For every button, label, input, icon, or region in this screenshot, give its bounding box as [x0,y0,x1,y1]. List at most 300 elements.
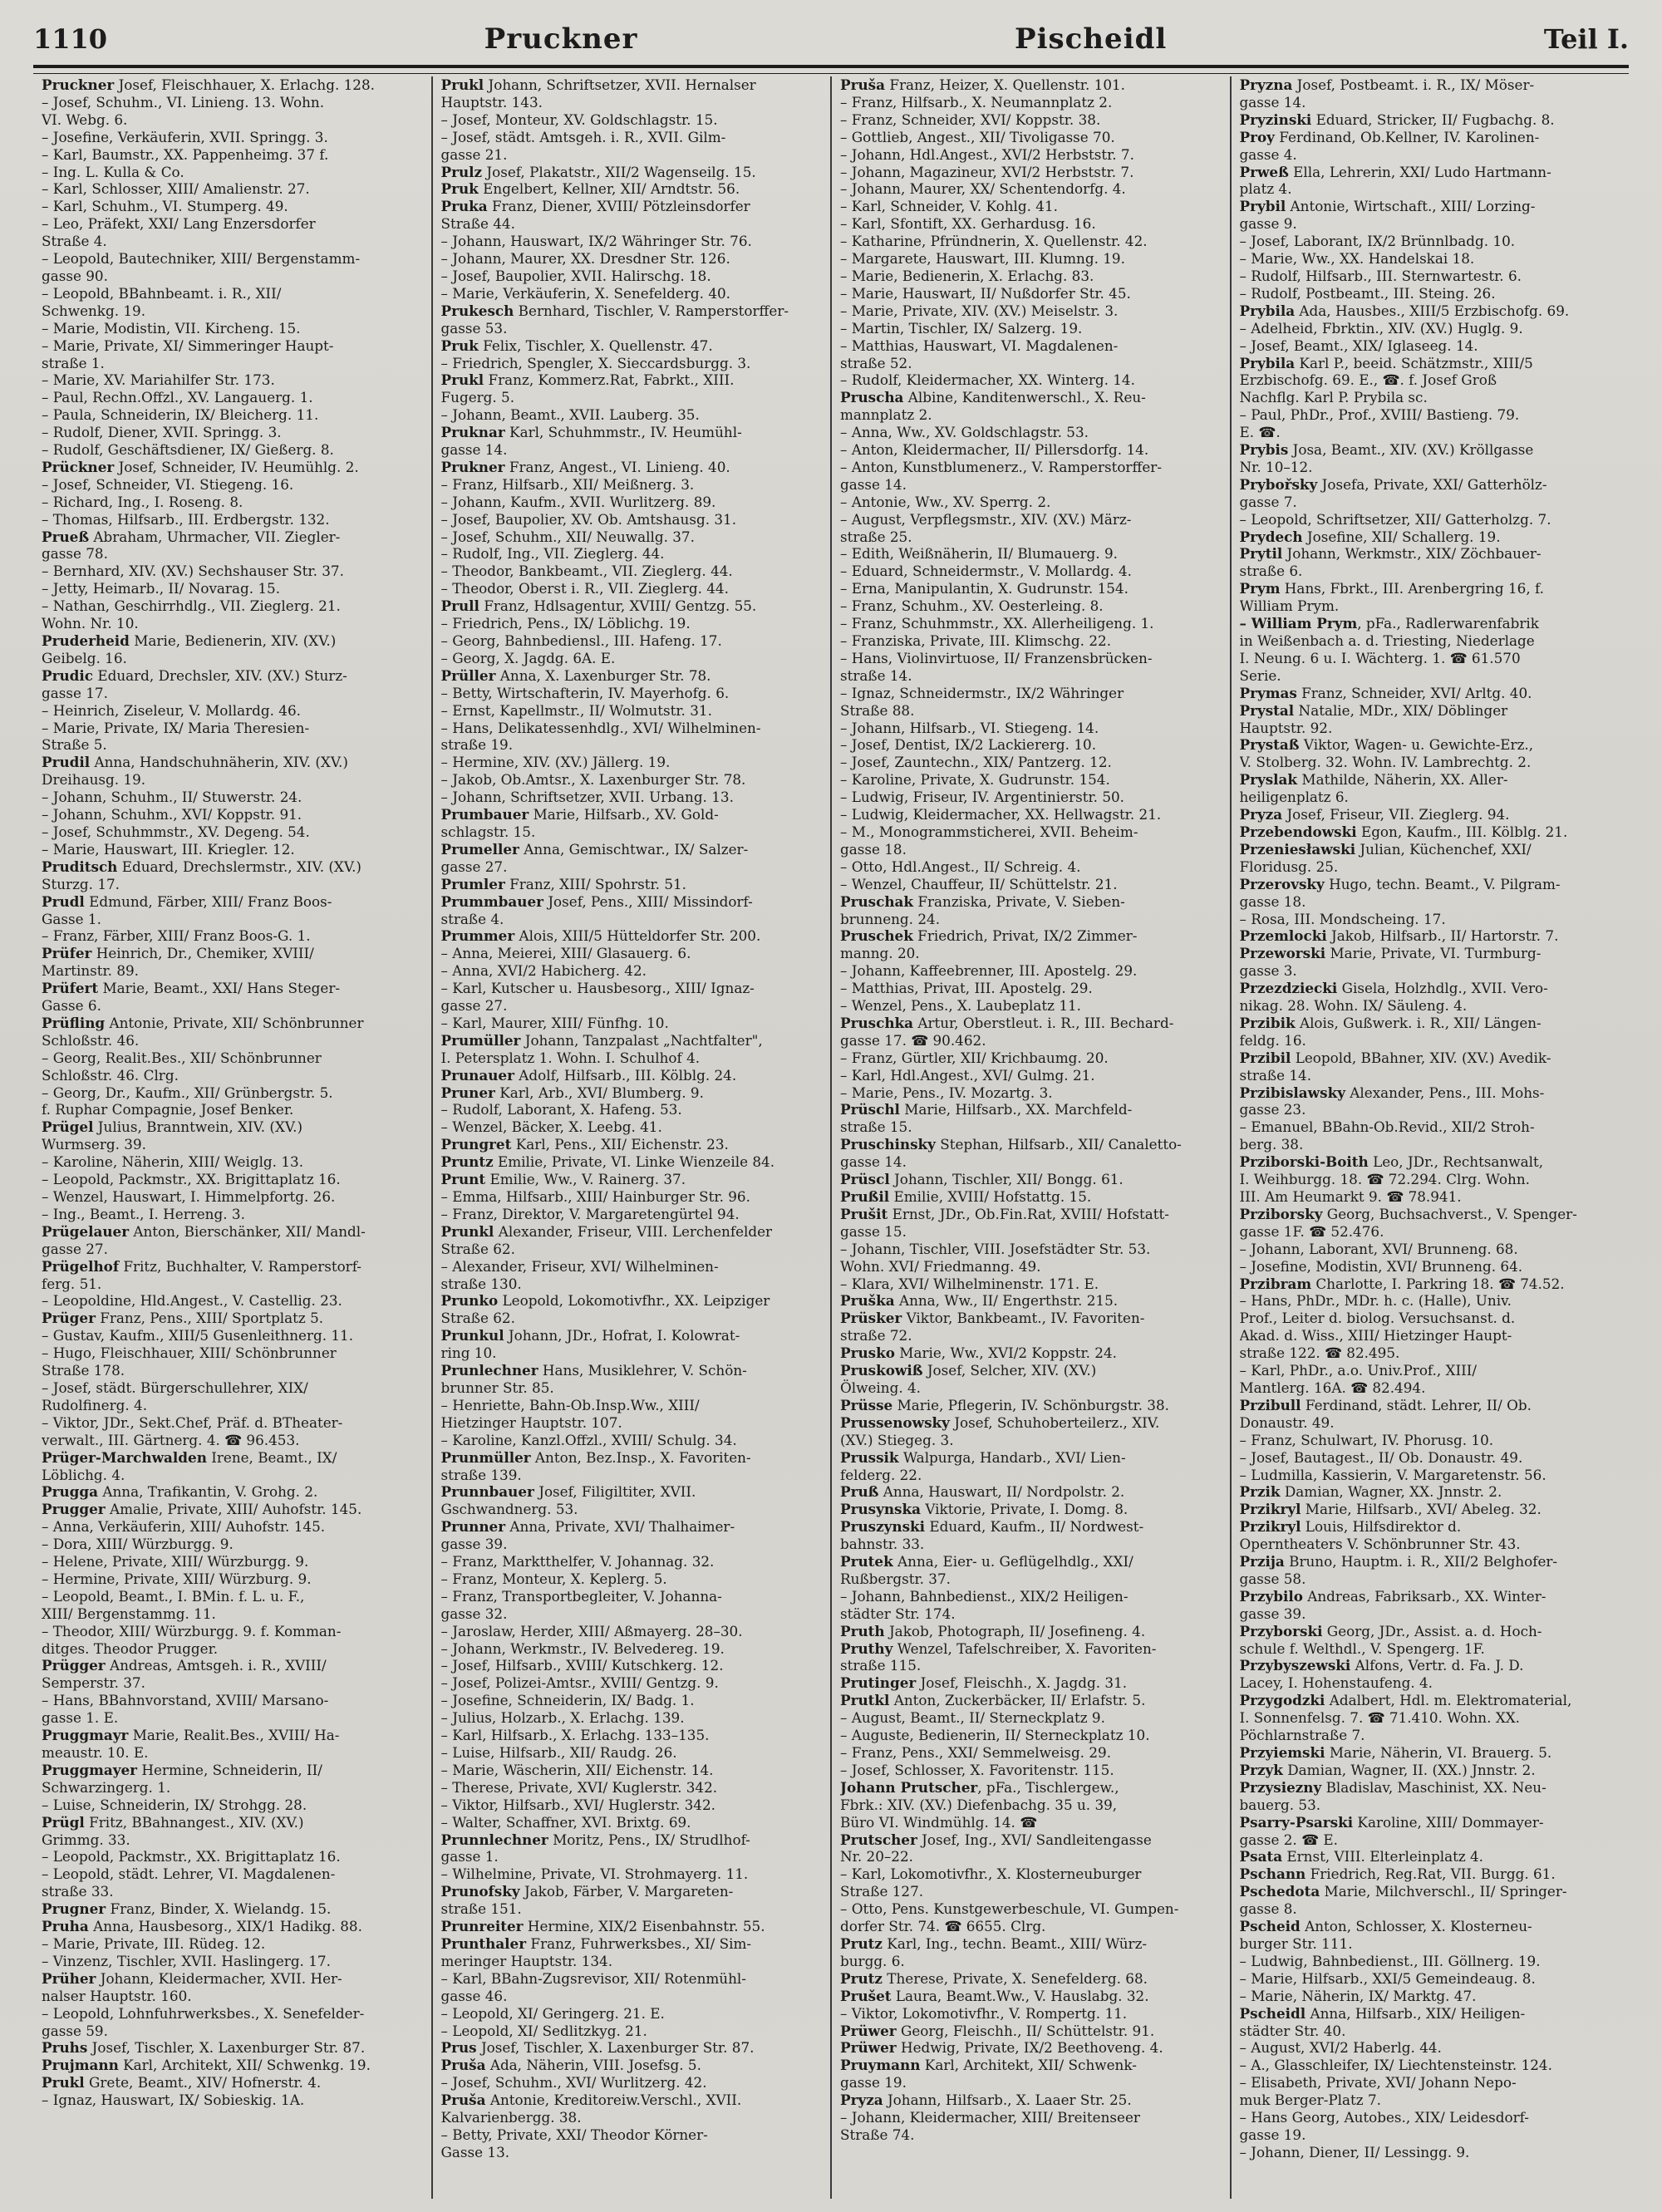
directory-entry-line [42,1362,423,1379]
directory-entry-line [42,406,423,424]
entry-surname: Prybis [1239,441,1289,459]
entry-details: – Nathan, Geschirrhdlg., VII. Zieglerg. 21. [42,597,341,615]
entry-details: – Hans Georg, Autobes., XIX/ Leidesdorf- [1239,2109,1529,2126]
directory-entry-line [42,806,423,823]
entry-details: – Johann, Kleidermacher, XIII/ Breitenseer [840,2109,1140,2126]
entry-details: Albine, Kanditenwerschl., X. Reu- [903,389,1146,406]
directory-entry-line [441,1067,823,1084]
entry-details: Josef, Fleischh., X. Jagdg. 31. [916,1674,1128,1692]
entry-details: Adolf, Hilfsarb., III. Kölblg. 24. [514,1066,737,1084]
entry-details: straße 52. [840,354,912,371]
entry-surname: Prüsse [840,1396,893,1413]
entry-surname: Prüger-Marchwalden [42,1448,207,1466]
entry-details: gasse 7. [1239,493,1297,510]
directory-entry-line [1240,1136,1621,1153]
entry-details: Straße 62. [440,1240,515,1257]
entry-details: gasse 1F. ☎ 52.476. [1239,1222,1384,1240]
entry-details: Laura, Beamt.Ww., V. Hauslabg. 32. [891,1987,1149,2004]
entry-details: städter Str. 40. [1239,2022,1346,2039]
entry-details: – Josef, Schneider, VI. Stiegeng. 16. [42,475,294,493]
entry-surname: Prüher [42,1969,96,1987]
entry-details: Straße 88. [840,701,915,719]
entry-details: – Georg, X. Jagdg. 6A. E. [440,649,616,666]
entry-details: – Helene, Private, XIII/ Würzburgg. 9. [42,1553,309,1571]
entry-surname: Prunkl [440,1222,494,1240]
directory-entry-line [840,2109,1222,2126]
directory-entry-line [42,285,423,302]
entry-details: Anna, Gemischtwar., IX/ Salzer- [519,840,749,858]
entry-details: dorfer Str. 74. ☎ 6655. Clrg. [840,1918,1046,1935]
directory-entry-line [441,1344,823,1362]
directory-entry-line [441,1988,823,2005]
entry-details: Karl, Pens., XII/ Eichenstr. 23. [511,1136,729,1153]
entry-surname: Prunthaler [440,1934,527,1952]
directory-entry-line [1240,1344,1621,1362]
entry-details: – Luise, Hilfsarb., XII/ Raudg. 26. [440,1744,677,1761]
entry-details: Hugo, techn. Beamt., V. Pilgram- [1324,875,1561,892]
entry-surname: Pschann [1239,1865,1306,1883]
directory-entry-line [1240,2144,1621,2161]
entry-details: Bladislav, Maschinist, XX. Neu- [1321,1778,1546,1796]
entry-details: Josef, Filigiltiter, XVII. [534,1483,696,1501]
entry-details: – Wenzel, Bäcker, X. Leebg. 41. [440,1118,662,1136]
entry-details: straße 14. [1239,1066,1312,1084]
entry-surname: Przeworski [1239,945,1326,962]
entry-details: Franz, Pens., XIII/ Sportplatz 5. [95,1310,324,1327]
entry-details: Anton, Zuckerbäcker, II/ Erlafstr. 5. [889,1692,1146,1709]
directory-entry-line [42,459,423,476]
directory-entry-line [1240,1814,1621,1831]
directory-entry-line [441,1362,823,1379]
entry-details: meringer Hauptstr. 134. [440,1952,613,1969]
entry-details: meaustr. 10. E. [42,1744,149,1761]
directory-entry-line [840,1900,1222,1918]
directory-entry-line [1240,1501,1621,1518]
entry-details: Felix, Tischler, X. Quellenstr. 47. [478,337,713,354]
entry-details: – Alexander, Friseur, XVI/ Wilhelminen- [440,1257,719,1275]
directory-entry-line [840,1362,1222,1379]
entry-details: – Josef, Zauntechn., XIX/ Pantzerg. 12. [840,754,1112,771]
entry-details: – Josef, Schuhm., XII/ Neuwallg. 37. [440,528,695,545]
directory-entry-line [1240,858,1621,876]
directory-entry-line [42,1101,423,1118]
directory-entry-line [42,111,423,129]
entry-surname: Pruša [440,2092,486,2109]
entry-surname: Pruckner [42,76,115,93]
entry-details: felderg. 22. [840,1466,922,1483]
directory-entry-line [441,1935,823,1953]
directory-entry-line [441,1379,823,1397]
directory-entry-line [1240,1953,1621,1970]
directory-entry-line [1240,320,1621,337]
entry-details: Ada, Hausbes., XIII/5 Erzbischofg. 69. [1295,302,1570,319]
entry-details: Viktor, Wagen- u. Gewichte-Erz., [1299,736,1534,754]
entry-details: – Johann, Werkmstr., IV. Belvedereg. 19. [440,1639,725,1657]
entry-surname: Prušet [840,1987,892,2004]
entry-surname: Pruszynski [840,1518,926,1536]
entry-details: Grete, Beamt., XIV/ Hofnerstr. 4. [84,2074,322,2092]
entry-surname: Prukl [440,371,484,389]
entry-surname: Prus [440,2039,477,2057]
entry-details: gasse 2. ☎ E. [1239,1831,1338,1848]
directory-entry-line [42,1553,423,1571]
directory-entry-line [441,806,823,823]
directory-entry-line [840,1136,1222,1153]
directory-entry-line [441,858,823,876]
entry-surname: Prweß [1239,163,1289,180]
entry-surname: Prytil [1239,545,1283,563]
entry-details: Franz, Hdlsagentur, XVIII/ Gentzg. 55. [479,597,757,615]
directory-entry-line [840,927,1222,945]
directory-entry-line [441,320,823,337]
entry-details: – Emanuel, BBahn-Ob.Revid., XII/2 Stroh- [1239,1118,1535,1136]
directory-entry-line [840,685,1222,702]
directory-entry-line [840,389,1222,406]
directory-entry-line [840,1397,1222,1414]
directory-entry-line [1240,1449,1621,1467]
entry-details: – Wenzel, Hauswart, I. Himmelpfortg. 26. [42,1188,336,1205]
directory-entry-line [840,1605,1222,1623]
directory-entry-line [42,580,423,597]
entry-surname: Pruška [840,1292,895,1310]
entry-details: – Hans, PhDr., MDr. h. c. (Halle), Univ. [1239,1292,1512,1310]
entry-surname: Prunreiter [440,1918,524,1935]
entry-surname: Prückner [42,458,115,475]
entry-details: Franziska, Private, V. Sieben- [913,892,1125,910]
entry-surname: Pscheidl [1239,2004,1306,2022]
directory-entry-line [42,2092,423,2109]
entry-surname: Pruschek [840,927,913,945]
entry-details: – Josef, Laborant, IX/2 Brünnlbadg. 10. [1239,233,1516,250]
directory-entry-line [1240,911,1621,928]
directory-entry-line [42,1865,423,1883]
directory-entry-line [441,1241,823,1258]
directory-entry-line [42,1397,423,1414]
entry-details: gasse 90. [42,267,108,284]
entry-surname: Pruknar [440,424,505,441]
entry-surname: Prybořsky [1239,475,1318,493]
directory-entry-line [840,1344,1222,1362]
directory-entry-line [441,1153,823,1171]
entry-details: – Rudolf, Postbeamt., III. Steing. 26. [1239,284,1496,302]
entry-surname: Prym [1239,580,1281,597]
entry-details: Marie, Hilfsarb., XVI/ Abeleg. 32. [1301,1501,1542,1518]
directory-entry-line [42,685,423,702]
entry-details: gasse 18. [840,840,907,858]
directory-entry-line [441,2092,823,2109]
entry-details: Prof., Leiter d. biolog. Versuchsanst. d. [1239,1310,1516,1327]
directory-entry-line [441,355,823,372]
entry-surname: Prutz [840,1934,883,1952]
directory-entry-line [441,494,823,511]
entry-details: – August, Verpflegsmstr., XIV. (XV.) März- [840,510,1132,528]
directory-entry-line [840,1744,1222,1762]
directory-entry-line [441,545,823,563]
entry-details: – Katharine, Pfründnerin, X. Quellenstr. 42. [840,233,1148,250]
directory-entry-line [441,563,823,580]
directory-entry-line [840,76,1222,94]
entry-surname: Prunnbauer [440,1483,534,1501]
entry-details: Wurmserg. 39. [42,1136,146,1153]
entry-details: mannplatz 2. [840,406,932,424]
entry-surname: Prüschl [840,1101,900,1118]
directory-entry-line [840,1692,1222,1709]
directory-entry-line [840,2039,1222,2057]
entry-details: – Betty, Private, XXI/ Theodor Körner- [440,2126,708,2143]
entry-details: straße 130. [440,1275,522,1292]
directory-entry-line [1240,233,1621,250]
directory-entry-line [1240,685,1621,702]
directory-entry-line [840,1779,1222,1797]
directory-entry-line [1240,650,1621,667]
directory-entry-line [1240,1727,1621,1744]
entry-details: – Hermine, XIV. (XV.) Jällerg. 19. [440,754,671,771]
directory-entry-line [1240,1101,1621,1118]
entry-surname: Pruha [42,1918,89,1935]
entry-details: – Rosa, III. Mondscheing. 17. [1239,910,1446,927]
directory-entry-line [441,2057,823,2074]
entry-details: – Rudolf, Kleidermacher, XX. Winterg. 14. [840,371,1135,389]
entry-details: Anna, Hausbesorg., XIX/1 Hadikg. 88. [88,1918,362,1935]
directory-entry-line [1240,1241,1621,1258]
entry-details: Josef, Schneider, IV. Heumühlg. 2. [114,458,359,475]
right-running-head: Pischeidl [1015,22,1168,56]
directory-entry-line [840,1118,1222,1136]
entry-details: – Josef, Schuhm., XVI/ Wurlitzerg. 42. [440,2074,707,2092]
directory-entry-line [840,1049,1222,1067]
directory-entry-line [441,580,823,597]
entry-details: Josef, Plakatstr., XII/2 Wagenseilg. 15. [482,163,756,180]
entry-details: – Betty, Wirtschafterin, IV. Mayerhofg. 6. [440,684,730,701]
directory-entry-line [42,1623,423,1640]
directory-entry-line [42,2005,423,2023]
directory-entry-line [840,911,1222,928]
entry-details: – Marie, Wäscherin, XII/ Eichenstr. 14. [440,1761,714,1778]
entry-details: – Antonie, Ww., XV. Sperrg. 2. [840,493,1051,510]
directory-entry-line [42,511,423,528]
entry-surname: Przeniesławski [1239,840,1356,858]
entry-details: verwalt., III. Gärtnerg. 4. ☎ 96.453. [42,1431,300,1448]
directory-entry-line [441,1049,823,1067]
entry-details: Straße 127. [840,1883,924,1900]
directory-entry-line [42,632,423,650]
entry-details: ferg. 51. [42,1275,102,1292]
directory-entry-line [840,893,1222,911]
entry-details: Marie, Realit.Bes., XVIII/ Ha- [128,1727,340,1744]
directory-entry-line [840,424,1222,441]
directory-entry-line [42,667,423,685]
entry-details: – Ludmilla, Kassierin, V. Margaretenstr. 56. [1239,1466,1546,1483]
directory-entry-line [840,371,1222,389]
entry-details: Kalvarienbergg. 38. [440,2109,582,2126]
directory-entry-line [1240,355,1621,372]
entry-details: Edmund, Färber, XIII/ Franz Boos- [84,892,332,910]
entry-details: Martinstr. 89. [42,962,140,980]
entry-details: Antonie, Private, XII/ Schönbrunner [105,1014,364,1031]
entry-details: Emilie, XVIII/ Hofstattg. 15. [889,1188,1092,1205]
entry-details: feldg. 16. [1239,1031,1306,1049]
directory-entry-line [441,1292,823,1310]
directory-entry-line [1240,494,1621,511]
entry-details: – Anton, Kleidermacher, II/ Pillersdorfg. 14. [840,441,1149,459]
entry-details: gasse 78. [42,545,108,563]
directory-entry-line [42,302,423,320]
entry-surname: Prutz [840,1969,883,1987]
entry-details: gasse 3. [1239,962,1297,980]
entry-details: Karl, Ing., techn. Beamt., XIII/ Würz- [882,1934,1148,1952]
entry-surname: Prušit [840,1205,888,1222]
entry-details: Pöchlarnstraße 7. [1239,1727,1365,1744]
entry-details: gasse 27. [440,997,508,1015]
entry-details: gasse 1. [440,1848,499,1865]
entry-details: Grimmg. 33. [42,1831,130,1848]
directory-entry-line [1240,1015,1621,1032]
directory-entry-line [840,94,1222,111]
directory-entry-line [1240,1571,1621,1588]
entry-details: gasse 18. [1239,892,1306,910]
entry-details: Franz, Diener, XVIII/ Pötzleinsdorfer [487,198,750,215]
entry-details: Ella, Lehrerin, XXI/ Ludo Hartmann- [1288,163,1551,180]
entry-surname: Pschedota [1239,1883,1320,1900]
directory-entry-line [441,198,823,215]
directory-entry-line [42,1067,423,1084]
entry-details: Marie, Bedienerin, XIV. (XV.) [129,632,337,649]
entry-details: Marie, Milchverschl., II/ Springer- [1320,1883,1567,1900]
entry-details: – Josefine, Verkäuferin, XVII. Springg. 3. [42,128,328,145]
directory-entry-line [840,1101,1222,1118]
entry-details: Akad. d. Wiss., XIII/ Hietzinger Haupt- [1239,1327,1512,1344]
entry-details: – Rudolf, Geschäftsdiener, IX/ Gießerg. 8. [42,441,334,459]
entry-surname: Przibislawsky [1239,1084,1345,1101]
directory-entry-line [840,597,1222,615]
entry-details: – Johann, Kaffeebrenner, III. Apostelg. 29. [840,962,1138,980]
entry-details: – Johann, Schuhm., II/ Stuwerstr. 24. [42,789,302,806]
entry-details: Stephan, Hilfsarb., XII/ Canaletto- [935,1136,1182,1153]
entry-details: Emilie, Ww., V. Rainerg. 37. [485,1171,686,1188]
directory-entry-line [441,406,823,424]
directory-entry-line [441,215,823,233]
directory-entry-line [441,650,823,667]
entry-details: – Henriette, Bahn-Ob.Insp.Ww., XIII/ [440,1396,700,1413]
entry-surname: Prugger [42,1501,106,1518]
entry-details: straße 151. [440,1900,522,1918]
entry-details: Hans, Musiklehrer, V. Schön- [538,1362,747,1379]
directory-entry-line [840,1865,1222,1883]
directory-entry-line [1240,476,1621,494]
directory-entry-line [441,389,823,406]
entry-details: – Hugo, Fleischhauer, XIII/ Schönbrunner [42,1344,337,1362]
directory-entry-line [1240,371,1621,389]
entry-details: Donaustr. 49. [1239,1413,1335,1431]
directory-entry-line [42,1449,423,1467]
directory-entry-line [840,233,1222,250]
directory-entry-line [42,1084,423,1102]
directory-entry-line [1240,1067,1621,1084]
directory-entry-line [441,2023,823,2040]
entry-details: Anton, Bez.Insp., X. Favoriten- [530,1448,751,1466]
directory-entry-line [840,1571,1222,1588]
entry-details: – Josef, Bautagest., II/ Ob. Donaustr. 49. [1239,1448,1523,1466]
directory-entry-line [441,893,823,911]
directory-entry-line [1240,1988,1621,2005]
entry-details: Anna, Hilfsarb., XIX/ Heiligen- [1306,2004,1526,2022]
entry-details: – Matthias, Hauswart, VI. Magdalenen- [840,337,1119,354]
entry-details: Josef, Fleischhauer, X. Erlachg. 128. [114,76,375,93]
entry-details: Gisela, Holzhdlg., XVII. Vero- [1337,980,1548,997]
entry-details: Josef, Selcher, XIV. (XV.) [922,1362,1097,1379]
directory-entry-line [1240,667,1621,685]
directory-entry-line [840,1310,1222,1327]
directory-entry-line [840,841,1222,858]
directory-entry-line [840,1276,1222,1293]
entry-details: – Marie, Private, XI/ Simmeringer Haupt- [42,337,334,354]
directory-entry-line [42,320,423,337]
entry-details: – Franz, Pens., XXI/ Semmelweisg. 29. [840,1744,1112,1761]
directory-entry-line [42,164,423,181]
entry-details: – Karl, Lokomotivfhr., X. Klosterneuburger [840,1865,1142,1883]
entry-details: E. ☎. [1239,424,1281,441]
entry-details: manng. 20. [840,945,920,962]
directory-entry-line [1240,111,1621,129]
entry-details: Anna, Private, XVI/ Thalhaimer- [505,1518,735,1536]
entry-surname: Pruschak [840,892,914,910]
entry-surname: Prunt [440,1171,486,1188]
directory-entry-line [1240,736,1621,754]
entry-surname: Pruderheid [42,632,130,649]
entry-details: Anton, Schlosser, X. Klosterneu- [1300,1918,1532,1935]
entry-details: Marie, Hilfsarb., XV. Gold- [529,806,719,823]
directory-entry-line [441,1657,823,1674]
entry-details: – Friedrich, Pens., IX/ Löblichg. 19. [440,615,691,632]
entry-details: Marie, Beamt., XXI/ Hans Steger- [98,980,341,997]
entry-details: gasse 39. [1239,1605,1306,1622]
entry-surname: Pruka [440,198,488,215]
entry-details: Schwenkg. 19. [42,302,146,319]
entry-details: – Franz, Direktor, V. Margaretengürtel 94. [440,1205,740,1222]
entry-details: Mantlerg. 16A. ☎ 82.494. [1239,1379,1426,1396]
directory-entry-line [441,1674,823,1692]
directory-entry-line [42,980,423,997]
entry-details: – Vinzenz, Tischler, XVII. Haslingerg. 17. [42,1952,331,1969]
entry-surname: Przezdziecki [1239,980,1338,997]
entry-surname: Pruggmayr [42,1727,129,1744]
entry-details: brunneng. 24. [840,910,941,927]
directory-entry-line [441,1467,823,1484]
directory-entry-line [840,146,1222,164]
directory-entry-line [42,268,423,285]
entry-details: – Rudolf, Hilfsarb., III. Sternwartestr. 6. [1239,267,1522,284]
directory-entry-line [441,632,823,650]
entry-details: heiligenplatz 6. [1239,789,1349,806]
entry-details: gasse 9. [1239,215,1297,233]
entry-surname: Prüger [42,1310,96,1327]
directory-entry-line [441,268,823,285]
entry-surname: Prügelauer [42,1222,130,1240]
entry-details: Straße 44. [440,215,515,233]
entry-surname: Prybila [1239,302,1296,319]
column-3 [832,76,1232,2199]
directory-entry-line [1240,1674,1621,1692]
entry-details: straße 122. ☎ 82.495. [1239,1344,1400,1362]
entry-details: – Leopold, XI/ Sedlitzkyg. 21. [440,2022,647,2039]
directory-entry-line [42,1483,423,1501]
directory-entry-line [1240,1536,1621,1553]
entry-details: Hans, Fbrkt., III. Arenbergring 16, f. [1280,580,1544,597]
entry-details: – Adelheid, Fbrktin., XIV. (XV.) Huglg. 9. [1239,319,1523,337]
directory-entry-line [42,1918,423,1935]
directory-entry-line [441,1640,823,1658]
directory-entry-line [441,1015,823,1032]
